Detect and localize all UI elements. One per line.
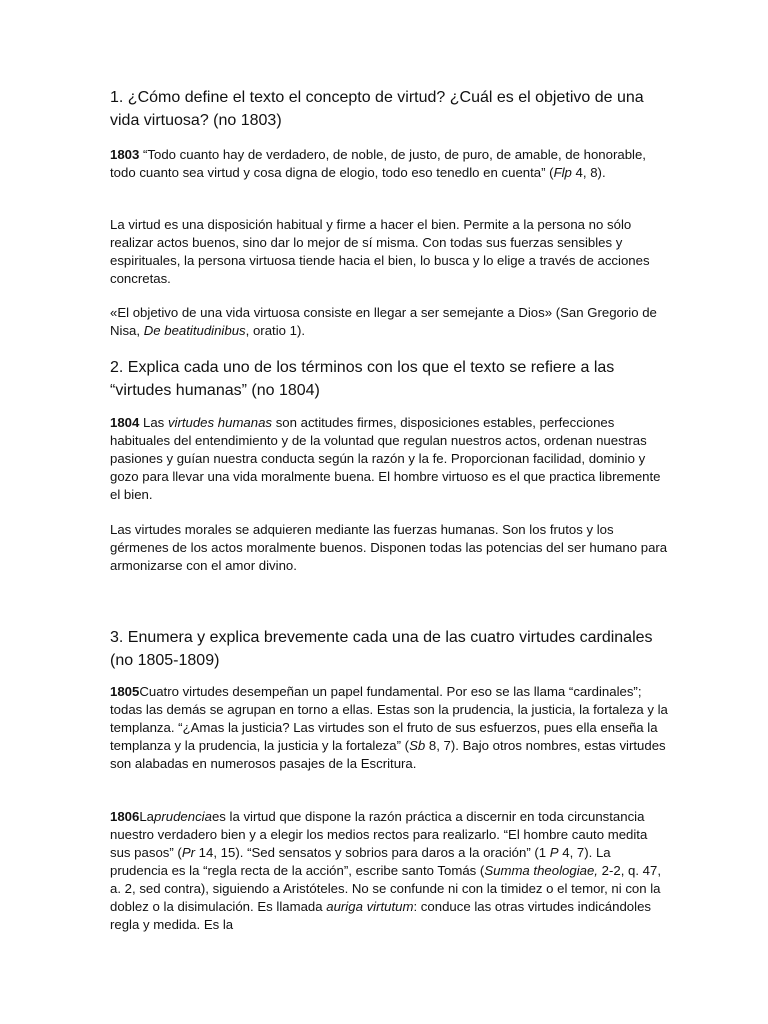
paragraph-virtue-definition: La virtud es una disposición habitual y firme a hacer el bien. Permite a la persona no sólo realizar actos buenos, sino dar lo mejor de sí misma. Con todas sus fuerzas sensibles y espirituales, la persona virtuosa tiende hacia el bien, lo busca y lo elige a través de acciones concretas.	[110, 217, 650, 286]
work-title: Summa theologiae,	[484, 863, 598, 878]
question-3-heading: 3. Enumera y explica brevemente cada una de las cuatro virtudes cardinales (no 1805-1809)	[110, 629, 653, 669]
text: Las	[139, 415, 168, 430]
paragraph-number: 1805	[110, 684, 140, 699]
quote-ref-tail: 4, 8).	[571, 165, 606, 180]
emphasis: virtudes humanas	[167, 415, 273, 430]
scripture-ref: P	[549, 845, 559, 860]
question-2-heading: 2. Explica cada uno de los términos con los que el texto se refiere a las “virtudes humanas” (no 1804)	[110, 359, 615, 399]
paragraph-number: 1806	[110, 809, 140, 824]
text: : conduce las otras virtudes indicándoles regla y medida. Es la	[110, 899, 651, 932]
question-1-heading: 1. ¿Cómo define el texto el concepto de virtud? ¿Cuál es el objetivo de una vida virtuosa? (no 1803)	[110, 89, 644, 129]
text: 8, 7). Bajo otros nombres, estas virtudes son alabadas en numerosos pasajes de la Escritura.	[110, 738, 666, 771]
text: 2-2, q. 47, a. 2, sed contra), siguiendo a Aristóteles. No se confunde ni con la timidez o el temor, ni con la doblez o la disimulación. Es llamada	[110, 863, 662, 914]
text: 4, 7). La prudencia es la “regla recta de la acción”, escribe santo Tomás (	[110, 845, 611, 878]
paragraph-virtue-goal	[110, 304, 670, 340]
paragraph-moral-virtues: Las virtudes morales se adquieren mediante las fuerzas humanas. Son los frutos y los gérmenes de los actos moralmente buenos. Disponen todas las potencias del ser humano para armonizarse con el amor divino.	[110, 522, 668, 573]
emphasis: prudencia	[154, 809, 212, 824]
quote-1803	[110, 146, 670, 182]
paragraph-number: 1804	[110, 415, 140, 430]
paragraph-1804	[110, 414, 670, 504]
text: , oratio 1).	[245, 323, 306, 338]
paragraph-number: 1803	[110, 147, 140, 162]
text: son actitudes firmes, disposiciones estables, perfecciones habituales del entendimiento y de la voluntad que regulan nuestros actos, ordenan nuestras pasiones y guían nuestra conducta según la razón y la fe. Proporcionan facilidad, dominio y gozo para llevar una vida moralmente buena. El hombre virtuoso es el que practica libremente el bien.	[110, 415, 661, 502]
scripture-ref: Sb	[409, 738, 426, 753]
text: «El objetivo de una vida virtuosa consiste en llegar a ser semejante a Dios» (San Gregorio de Nisa,	[110, 305, 657, 338]
quote-text: “Todo cuanto hay de verdadero, de noble, de justo, de puro, de amable, de honorable, todo cuanto sea virtud y cosa digna de elogio, todo eso tenedlo en cuenta” (	[110, 147, 646, 180]
scripture-ref: Pr	[181, 845, 196, 860]
scripture-ref: Flp	[553, 165, 572, 180]
work-title: De beatitudinibus	[143, 323, 246, 338]
text: Cuatro virtudes desempeñan un papel fundamental. Por eso se las llama “cardinales”; todas las demás se agrupan en torno a ellas. Estas son la prudencia, la justicia, la fortaleza y la templanza. “¿Amas la justicia? Las virtudes son el fruto de sus esfuerzos, pues ella enseña la templanza y la prudencia, la justicia y la fortaleza” (	[110, 684, 668, 753]
paragraph-1805	[110, 683, 670, 773]
text: 14, 15). “Sed sensatos y sobrios para daros a la oración” (1	[195, 845, 550, 860]
paragraph-1806	[110, 808, 670, 934]
text: es la virtud que dispone la razón práctica a discernir en toda circunstancia nuestro verdadero bien y a elegir los medios rectos para realizarlo. “El hombre cauto medita sus pasos” (	[110, 809, 648, 860]
latin-term: auriga virtutum	[326, 899, 414, 914]
text: La	[139, 809, 155, 824]
